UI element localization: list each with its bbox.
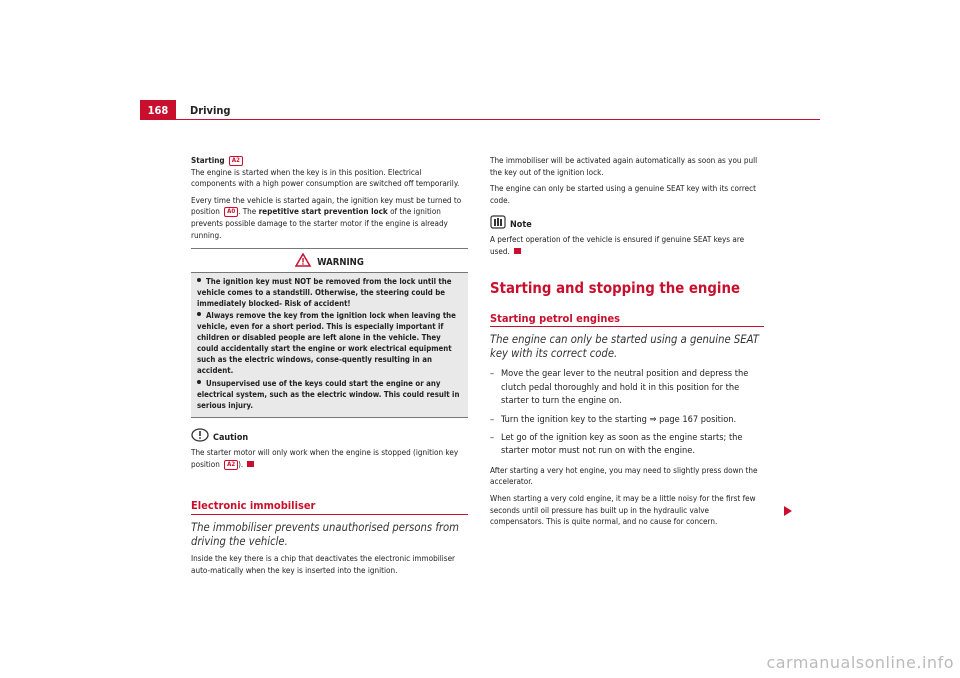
bullet-icon: [197, 380, 201, 384]
petrol-subtitle: The engine can only be started using a genuine SEAT key with its correct code.: [490, 333, 759, 361]
immobiliser-text: Inside the key there is a chip that deactivates the electronic immobiliser auto-matically when the key is inserted into the ignition.: [191, 553, 456, 575]
chapter-title: Driving: [190, 104, 231, 117]
restart-text-b: . The: [238, 206, 257, 217]
restart-text-a: Every time the vehicle is started again, the ignition key must be turned to position: [191, 194, 462, 217]
petrol-section-title: Starting petrol engines: [490, 313, 764, 328]
caution-text-b: ).: [238, 458, 244, 469]
watermark: carmanualsonline.info: [766, 653, 954, 672]
starting-paragraph: [191, 155, 468, 190]
caution-header: [191, 428, 468, 445]
note-hand-icon: [490, 215, 506, 229]
warning-title: WARNING: [317, 257, 364, 269]
immobiliser-subtitle: The immobiliser prevents unauthorised persons from driving the vehicle.: [191, 521, 459, 548]
left-column: [191, 155, 468, 581]
step-text: Move the gear lever to the neutral position and depress the clutch pedal thoroughly and hold it in this position for the starter to turn the engine on.: [501, 368, 749, 407]
warning-triangle-icon: [295, 253, 311, 267]
header-divider: [176, 119, 820, 120]
page-header: [140, 100, 820, 120]
bullet-icon: [197, 278, 201, 282]
caution-exclamation-icon: [191, 428, 209, 442]
restart-paragraph: [191, 195, 468, 241]
warning-header: [191, 249, 468, 273]
right-column: [490, 155, 764, 533]
step-dash: –: [490, 368, 495, 380]
bullet-icon: [197, 312, 201, 316]
hot-engine-text: After starting a very hot engine, you may need to slightly press down the accelerator.: [490, 464, 758, 487]
note-text: A perfect operation of the vehicle is ensured if genuine SEAT keys are used.: [490, 233, 745, 256]
immobiliser-reactivation-text: The immobiliser will be activated again automatically as soon as you pull the key out of the ignition lock.: [490, 155, 758, 177]
note-header: [490, 215, 764, 232]
next-page-arrow-icon[interactable]: [784, 506, 792, 516]
step-dash: –: [490, 413, 495, 425]
step-text: Let go of the ignition key as soon as the engine starts; the starter motor must not run on with the engine.: [501, 431, 743, 457]
warning-item-text: The ignition key must NOT be removed from the lock until the vehicle comes to a standstill. Otherwise, the steering could be immediately blocked- Risk of accident!: [197, 276, 452, 308]
cold-engine-text: When starting a very cold engine, it may be a little noisy for the first few seconds until oil pressure has built up in the hydraulic valve compensators. This is quite normal, and no cause for concern.: [490, 492, 756, 527]
page-number: 168: [140, 100, 176, 120]
warning-item: [197, 311, 462, 376]
caution-text-a: The starter motor will only work when the engine is stopped (ignition key position: [191, 447, 459, 469]
position-badge-a2: A2: [229, 156, 243, 166]
warning-item-text: Always remove the key from the ignition lock when leaving the vehicle, even for a short period. This is especially important if children or disabled people are left alone in the vehicle. They could accidentally start the engine or work electrical equipment such as the electric windows, conse-quently resulting in an accident.: [197, 311, 456, 375]
starting-label: Starting: [191, 155, 225, 165]
step-dash: –: [490, 431, 495, 443]
restart-bold-term: repetitive start prevention lock: [258, 206, 388, 217]
chapter-section-title: Starting and stopping the engine: [490, 280, 741, 298]
genuine-key-text: The engine can only be started using a genuine SEAT key with its correct code.: [490, 183, 756, 205]
restart-text-c: of the ignition prevents possible damage to the starter motor if the engine is already running.: [191, 206, 448, 240]
starting-text: The engine is started when the key is in this position. Electrical components with a high power consumption are switched off temporarily.: [191, 166, 460, 189]
position-badge-a0: A0: [224, 207, 238, 217]
position-badge-a2: A2: [224, 460, 238, 470]
instruction-step: [490, 431, 764, 458]
instruction-step: [490, 413, 764, 426]
warning-item: [197, 379, 462, 412]
warning-box: [191, 248, 468, 417]
caution-block: [191, 428, 468, 471]
note-title: Note: [510, 220, 532, 231]
warning-item-text: Unsupervised use of the keys could start the engine or any electrical system, such as the electric window. This could result in serious injury.: [197, 378, 460, 410]
section-end-icon: [514, 248, 521, 254]
warning-item: [197, 277, 462, 310]
step-text: Turn the ignition key to the starting ⇒ page 167 position.: [501, 413, 737, 425]
caution-title: Caution: [213, 432, 249, 443]
note-block: [490, 215, 764, 257]
section-end-icon: [247, 461, 254, 467]
instruction-step: [490, 367, 764, 407]
immobiliser-section-title: Electronic immobiliser: [191, 500, 468, 515]
